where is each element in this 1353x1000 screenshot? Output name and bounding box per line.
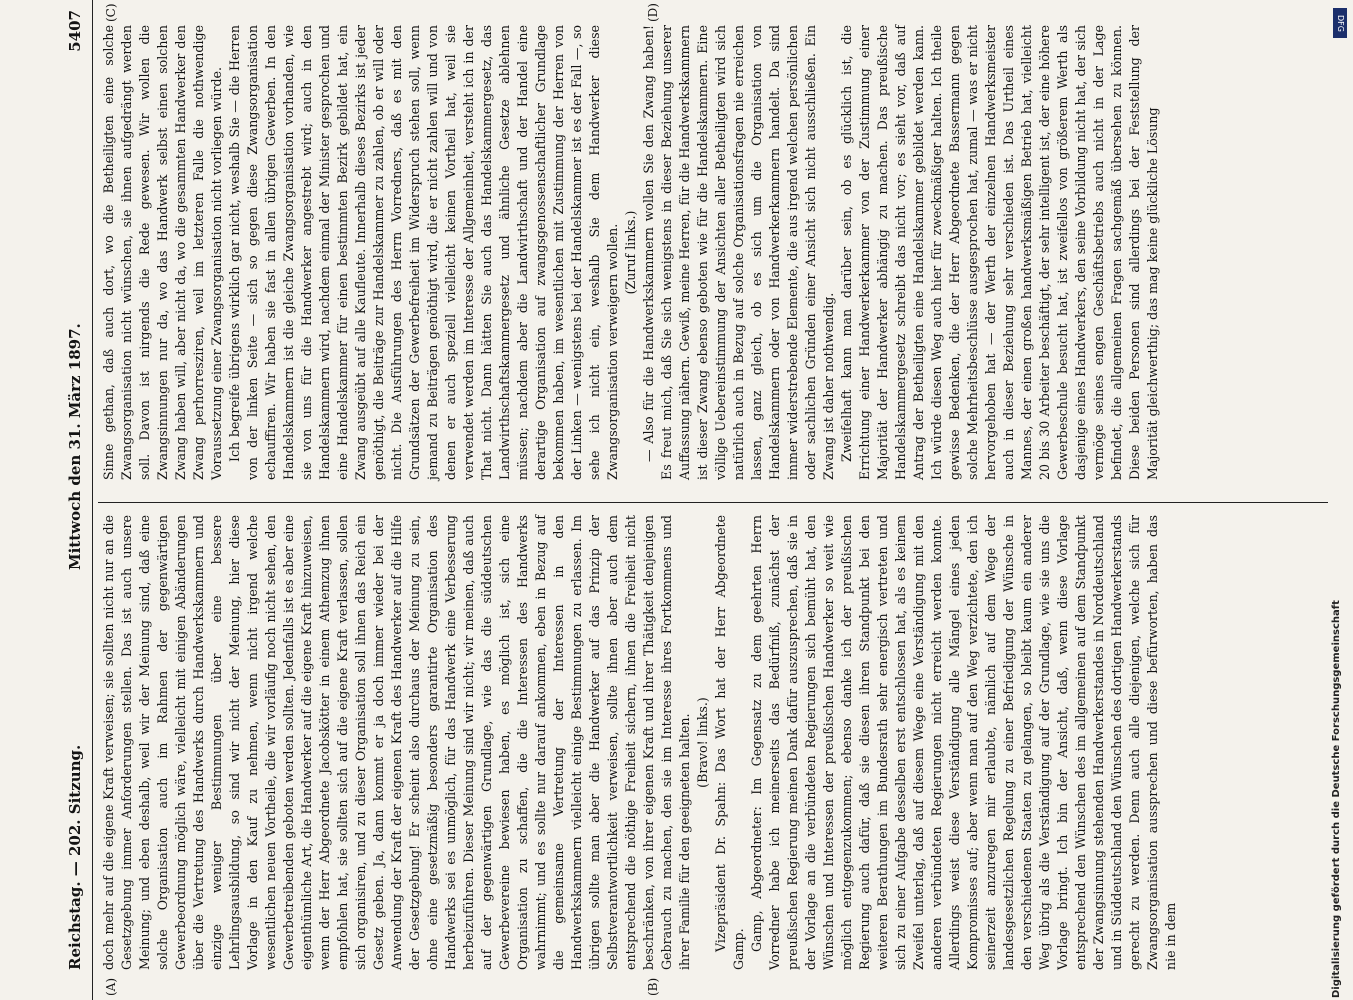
credit-text: Digitalisierung gefördert durch die Deutsche Forschungsgemeinschaft <box>1331 600 1342 998</box>
left-column <box>100 515 1180 970</box>
paragraph: Zweifelhaft kann man darüber sein, ob es glücklich ist, die Errichtung einer Handwerkerkammer von der Zustimmung einer Majorität der Handwerker abhängig zu machen. Das preußische Handelskammergesetz schreibt das nicht vor; es sieht vor, daß auf Antrag der Betheiligten eine Handelskammer gebildet werden kann. Ich würde diesen Weg auch hier für zweckmäßiger halten. Ich theile gewisse Bedenken, die der Herr Abgeordnete Bassermann gegen solche Mehrheitsbeschlüsse ausgesprochen hat, zumal — was er nicht hervorgehoben hat — der Werth der einzelnen Handwerksmeister auch in dieser Beziehung sehr verschieden ist. Das Urtheil eines Mannes, der einen großen handwerksmäßigen Betrieb hat, vielleicht 20 bis 30 Arbeiter beschäftigt, der sehr intelligent ist, der eine höhere Gewerbeschule besucht hat, ist zweifellos von größerem Werth als dasjenige eines Handwerkers, den seine Vorbildung nicht hat, der sich vermöge seines engen Geschäftsbetriebs auch nicht in der Lage befindet, die allgemeinen Fragen sachgemäß übersehen zu können. Diese beiden Personen sind allerdings bei der Feststellung der Majorität gleichwerthig; das mag keine glückliche Lösung <box>839 25 1160 480</box>
paragraph: Vizepräsident Dr. Spahn: Das Wort hat der Herr Abgeordnete Gamp. <box>713 515 746 970</box>
page-number: 5407 <box>66 10 84 52</box>
column-divider <box>98 502 1328 503</box>
paragraph: Ich begreife übrigens wirklich gar nicht, weshalb Sie — die Herren von der linken Seite — sich so gegen diese Zwangsorganisation echauffiren. Wir haben sie fast in allen übrigen Gewerben. In den Handelskammern ist die gleiche Zwangsorganisation vorhanden, wie sie von uns für die Handwerker angestrebt wird; auch in den Handelskammern wird, nachdem einmal der Minister gesprochen und eine Handelskammer für einen bestimmten Bezirk gebildet hat, ein Zwang ausgeübt auf alle Kaufleute. Innerhalb dieses Bezirks ist jeder genöthigt, die Beiträge zur Handelskammer zu zahlen, ob er will oder nicht. Die Ausführungen des Herrn Vorredners, daß es mit den Grundsätzen der Gewerbefreiheit im Widerspruch stehen soll, wenn jemand zu Beiträgen genöthigt wird, die er nicht zahlen will und von denen er auch speziell vielleicht keinen Vortheil hat, weil sie verwendet werden im Interesse der Allgemeinheit, versteht ich in der That nicht. Dann hätten Sie auch das Handelskammergesetz, das Landwirthschaftskammergesetz und ähnliche Gesetze ablehnen müssen; nachdem aber die Landwirthschaft und der Handel eine derartige Organisation auf zwangsgenossenschaftlicher Grundlage bekommen haben, im wesentlichen mit Zustimmung der Herren von der Linken — wenigstens bei der Handelskammer ist es der Fall —, so sehe ich nicht ein, weshalb Sie dem Handwerker diese Zwangsorganisation verweigern wollen. <box>227 25 620 480</box>
digitization-credit <box>1329 0 1351 1000</box>
rotated-page <box>58 0 1338 1000</box>
right-column <box>100 25 1162 480</box>
margin-marker-c: (C) <box>104 3 118 22</box>
paragraph: Sinne gethan, daß auch dort, wo die Betheiligten eine solche Zwangsorganisation nicht wünschen, sie ihnen aufgedrängt werden soll. Davon ist nirgends die Rede gewesen. Wir wollen die Zwangsinnungen nur da, wo das Handwerk selbst einen solchen Zwang haben will, aber nicht da, wo die gesammten Handwerker den Zwang perhorresziren, weil im letzteren Falle die nothwendige Voraussetzung einer Zwangsorganisation nicht vorliegen würde. <box>101 25 224 480</box>
interjection: (Zuruf links.) <box>623 210 638 295</box>
paragraph: doch mehr auf die eigene Kraft verweisen; sie sollten nicht nur an die Gesetzgebung immer Anforderungen stellen. Das ist auch unsere Meinung; und eben deshalb, weil wir der Meinung sind, daß eine solche Organisation auch im Rahmen der gegenwärtigen Gewerbeordnung möglich wäre, vielleicht mit einigen Abänderungen über die Vertretung des Handwerks durch Handwerkskammern und einzige weniger Bestimmungen über eine bessere Lehrlingsausbildung, so sind wir nicht der Meinung, hier diese Vorlage in den Kauf zu nehmen, wenn nicht irgend welche wesentlichen neuen Vortheile, die wir vorläufig noch nicht sehen, den Gewerbetreibenden geboten werden sollten. Jedenfalls ist es aber eine eigenthümliche Art, die Handwerker auf die eigene Kraft hinzuweisen, wenn der Herr Abgeordnete Jacobskötter in einem Athemzug ihnen empfohlen hat, sie sollten sich auf die eigene Kraft verlassen, sollen sich organisiren, und zu dieser Organisation soll ihnen das Reich ein Gesetz geben. Ja, dann kommt er ja doch immer wieder bei der Anwendung der Kraft der eigenen Kraft des Handwerker auf die Hilfe der Gesetzgebung! Er scheint also durchaus der Meinung zu sein, ohne eine gesetzmäßig besonders garantirte Organisation des Handwerks sei es unmöglich, für das Handwerk eine Verbesserung herbeizuführen. Dieser Meinung sind wir nicht; wir meinen, daß auch auf der gegenwärtigen Grundlage, wie das die süddeutschen Gewerbevereine bewiesen haben, es möglich ist, sich eine Organisation zu schaffen, die die Interessen des Handwerks wahrnimmt; und es sollte nur darauf ankommen, eben in Bezug auf die gemeinsame Vertretung der Interessen in den Handwerkskammern vielleicht einige Bestimmungen zu erlassen. Im übrigen sollte man aber die Handwerker auf das Prinzip der Selbstverantwortlichkeit verweisen, sollte ihnen aber auch dem entsprechend die nöthige Freiheit sichern, ihnen die Freiheit nicht beschränken, von ihrer eigenen Kraft und ihrer Thätigkeit denjenigen Gebrauch zu machen, den sie im Interesse ihres Fortkommens und ihrer Familie für den geeigneten halten. <box>101 515 692 970</box>
paragraph: Gamp, Abgeordneter: Im Gegensatz zu dem geehrten Herrn Vorredner habe ich meinerseits das Bedürfniß, zunächst der preußischen Regierung meinen Dank dafür auszusprechen, daß sie in der Vorlage an die verbündeten Regierungen sich bemüht hat, den Wünschen und Interessen der preußischen Handwerker so weit wie möglich entgegenzukommen; ebenso danke ich der preußischen Regierung auch dafür, daß sie diesen ihren Standpunkt bei den weiteren Berathungen im Bundesrath sehr energisch vertreten und sich zu einer Aufgabe desselben erst entschlossen hat, als es keinem Zweifel unterlag, daß auf diesem Wege eine Verständigung mit den anderen verbündeten Regierungen nicht erreicht werden konnte. Allerdings weist diese Verständigung alle Mängel eines jeden Kompromisses auf; aber wenn man auf den Weg verzichtete, den ich seinerzeit anzuregen mir erlaubte, nämlich auf dem Wege der landesgesetzlichen Regelung zu einer Befriedigung der Wünsche in den verschiedenen Staaten zu gelangen, so bleibt kaum ein anderer Weg übrig als die Verständigung auf der Grundlage, wie sie uns die Vorlage bringt. Ich bin der Ansicht, daß, wenn diese Vorlage entsprechend den Wünschen des im allgemeinen auf dem Standpunkt der Zwangsinnung stehenden Handwerkerstandes in Norddeutschland und in Süddeutschland den Wünschen des dortigen Handwerkerstands gerecht zu werden. Denn auch alle diejenigen, welche sich für Zwangsorganisation aussprechen und diese befürworten, haben das nie in dem <box>749 515 1178 970</box>
dfg-logo: DFG <box>1333 8 1347 38</box>
margin-marker-a: (A) <box>104 977 118 996</box>
header-date: Mittwoch den 31. März 1897. <box>66 323 84 570</box>
page-header <box>58 0 93 1000</box>
margin-marker-d: (D) <box>646 3 660 22</box>
header-title: Reichstag. — 202. Sitzung. <box>66 744 84 970</box>
interjection: (Bravo! links.) <box>695 697 710 788</box>
paragraph: — Also für die Handwerkskammern wollen Sie den Zwang haben! Es freut mich, daß Sie sich wenigstens in dieser Beziehung unserer Auffassung nähern. Gewiß, meine Herren, für die Handwerkskammern ist dieser Zwang ebenso geboten wie für die Handelskammern. Eine völlige Uebereinstimmung der Ansichten aller Betheiligten wird sich natürlich auch in Bezug auf solche Organisationsfragen nie erreichen lassen, ganz gleich, ob es sich um die Organisation von Handelskammern oder von Handwerkerkammern handelt. Da sind immer widerstrebende Elemente, die aus irgend welchen persönlichen oder sachlichen Gründen einer Ansicht sich nicht ausschließen. Ein Zwang ist daher nothwendig. <box>641 25 836 480</box>
margin-marker-b: (B) <box>646 977 660 996</box>
